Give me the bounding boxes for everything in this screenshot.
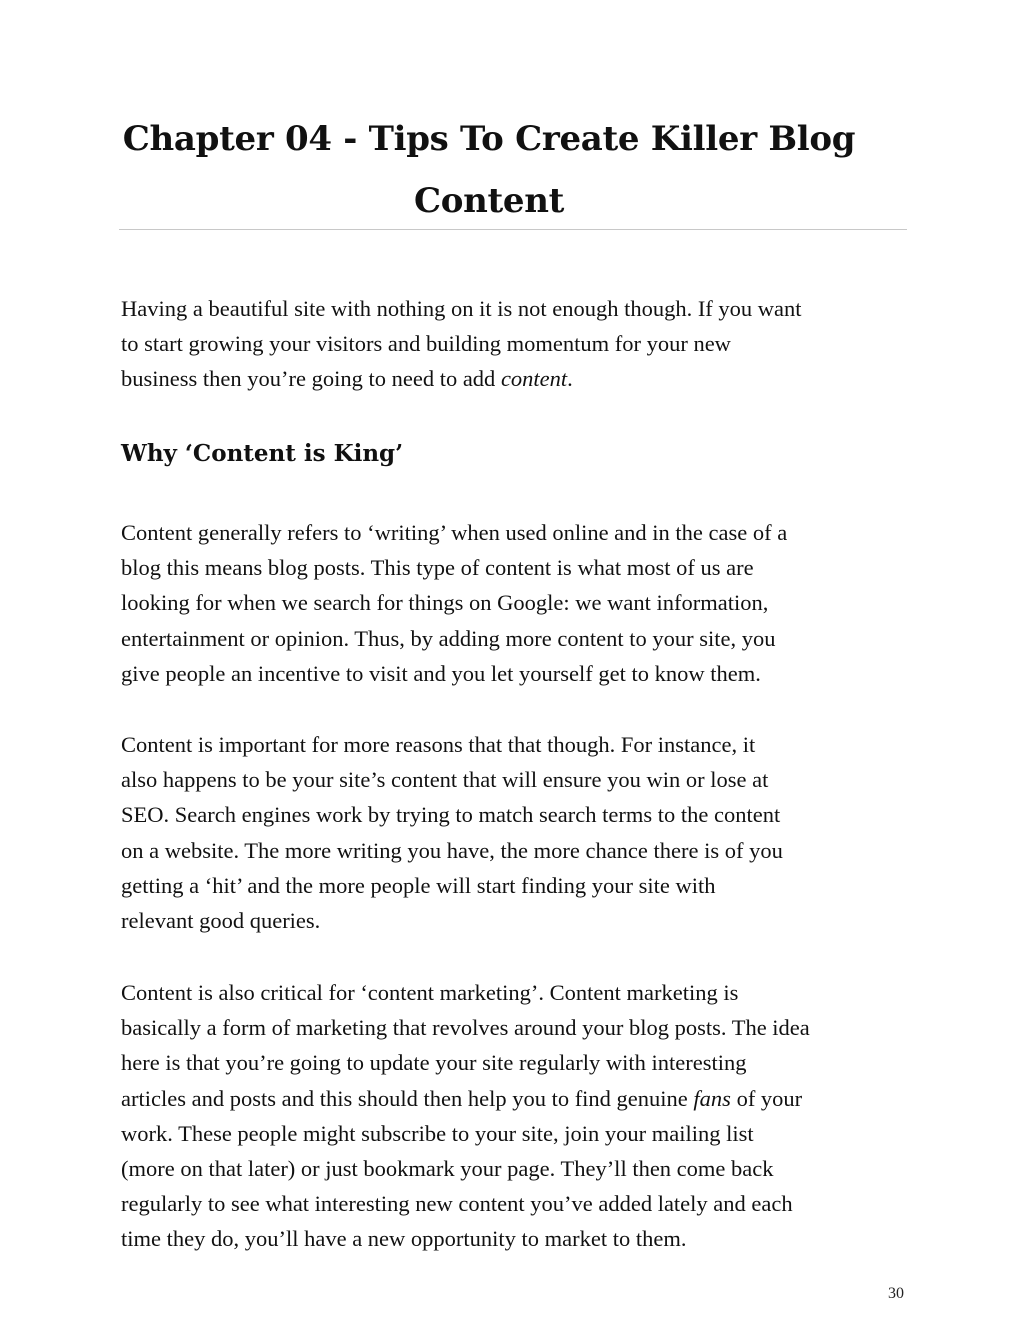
body-paragraph-2: Content is important for more reasons that that though. For instance, it also happens to be your site’s content that will ensure you win or lose at SEO. Search engines work by trying to match search terms to the content on a website. The more writing you have, the more chance there is of you getting a ‘hit’ and the more people will start finding your site with relevant good queries. [121,732,783,934]
chapter-title: Chapter 04 - Tips To Create Killer Blog Content [122,119,856,221]
paragraph-3-text-end: of your work. These people might subscribe to your site, join your mailing list (more on that later) or just bookmark your page. They’ll then come back regularly to see what interesting new content you’ve added lately and each time they do, you’ll have a new opportunity to market to them. [121,1085,803,1252]
intro-text-end: . [567,366,573,392]
title-divider [119,229,907,230]
paragraph-3-text: Content is also critical for ‘content marketing’. Content marketing is basically a form of marketing that revolves around your blog posts. The idea here is that you’re going to update your site regularly with interesting articles and posts and this should then help you to find genuine [121,980,810,1111]
page-number: 30 [888,1285,904,1302]
body-paragraph-1: Content generally refers to ‘writing’ when used online and in the case of a blog this means blog posts. This type of content is what most of us are looking for when we search for things on Google: we want information, entertainment or opinion. Thus, by adding more content to your site, you give people an incentive to visit and you let yourself get to know them. [121,520,788,686]
intro-text: Having a beautiful site with nothing on it is not enough though. If you want to start growing your visitors and building momentum for your new business then you’re going to need to add [121,296,802,392]
paragraph-3-emphasis: fans [693,1085,731,1111]
intro-emphasis: content [500,366,568,392]
body-paragraph-3 [121,975,810,1257]
section-heading: Why ‘Content is King’ [121,440,404,467]
intro-paragraph [121,291,802,397]
